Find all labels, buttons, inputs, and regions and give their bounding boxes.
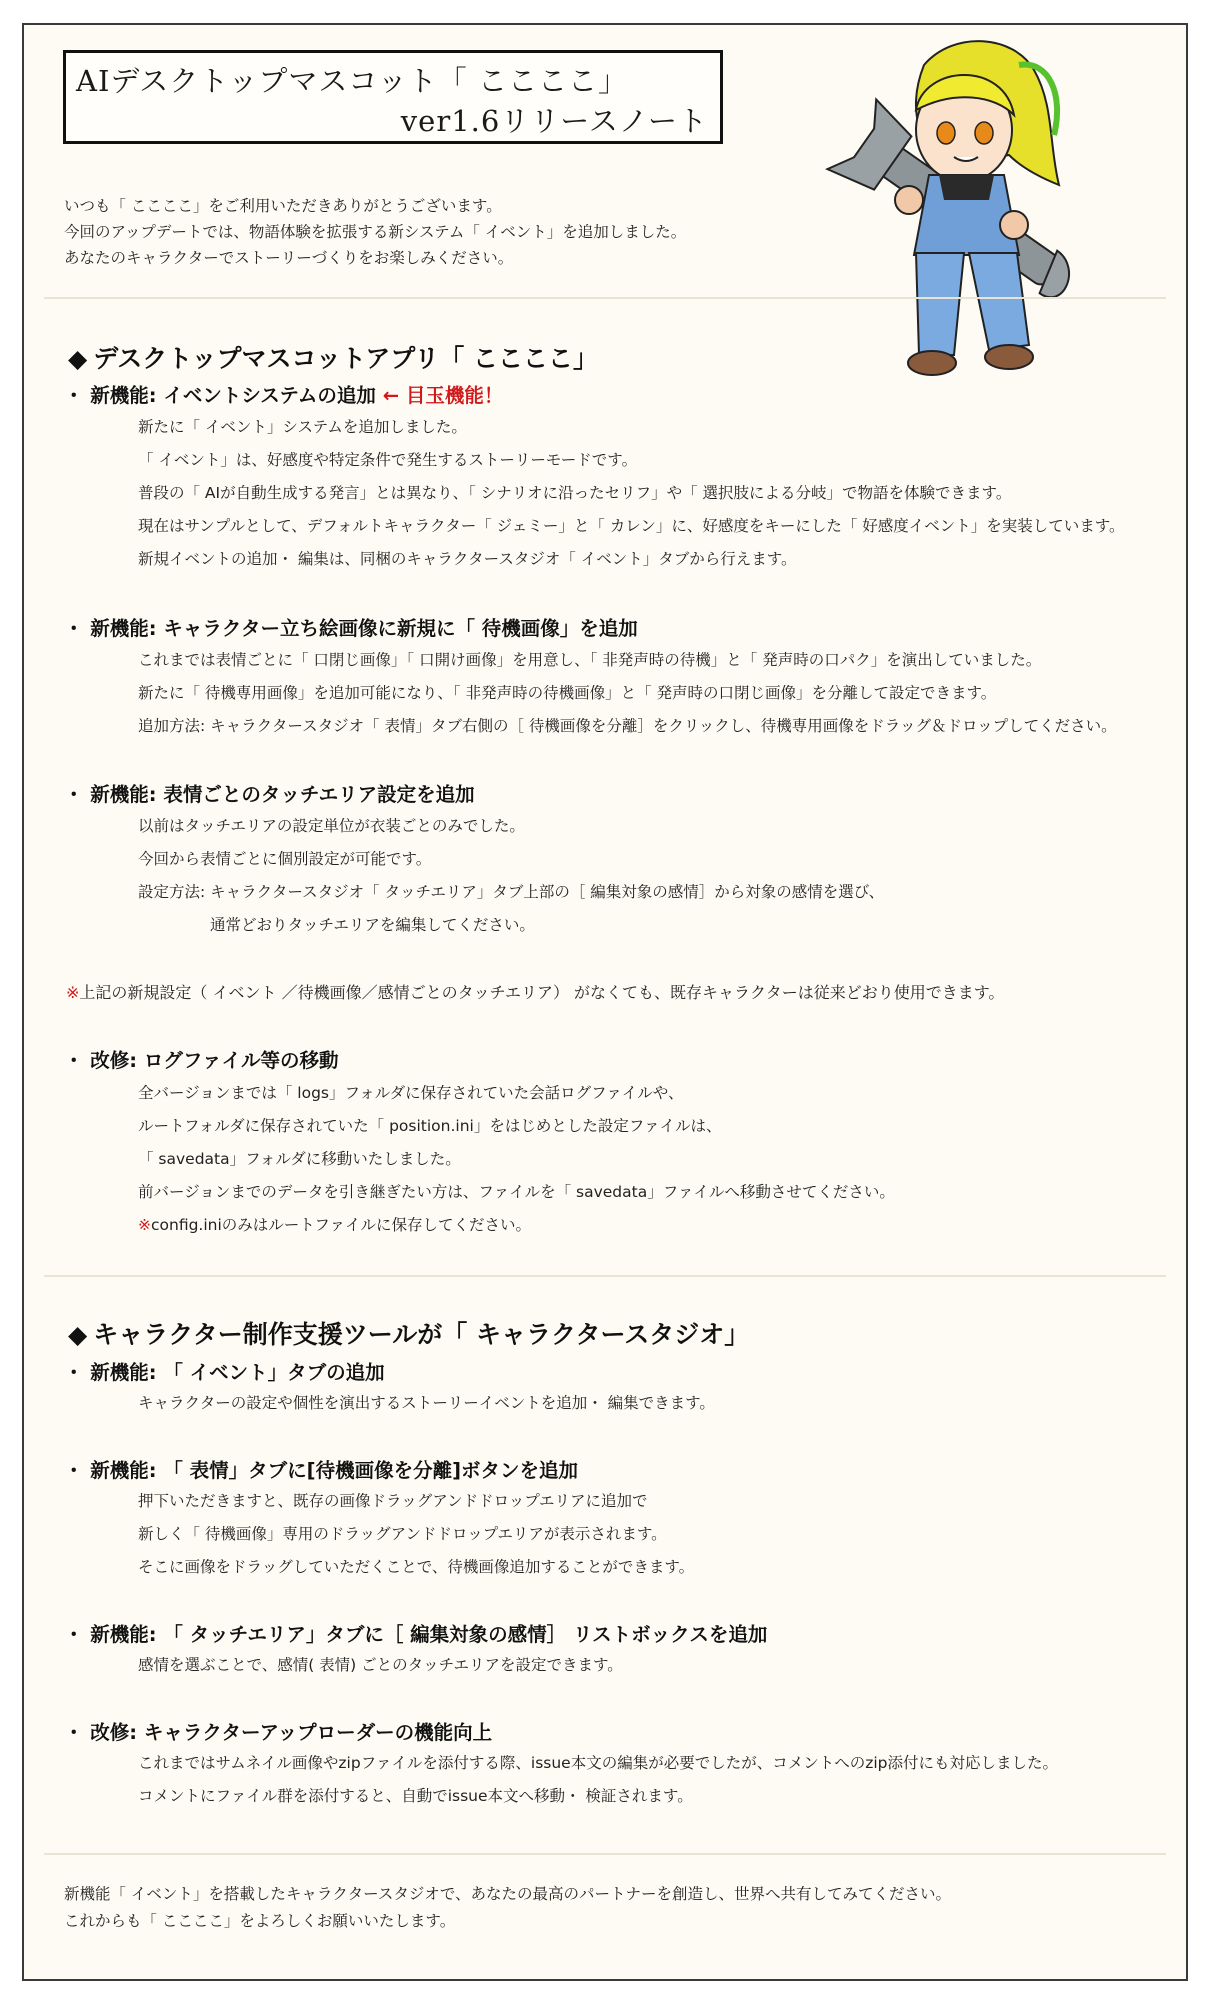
section-title-app: ◆ デスクトップマスコットアプリ「 ここここ」 xyxy=(68,344,598,373)
title-box xyxy=(63,50,723,144)
feature-touch-area: ・ 新機能: 表情ごとのタッチエリア設定を追加 xyxy=(64,783,475,806)
fix-log-files: ・ 改修: ログファイル等の移動 xyxy=(64,1049,339,1072)
highlight-badge: ← 目玉機能！ xyxy=(382,384,504,407)
feature-split-idle-button-body: 押下いただきますと、既存の画像ドラッグアンドドロップエリアに追加で 新しく「 待機画像」専用のドラッグアンドドロップエリアが表示されます。 そこに画像をドラッグしていただくことで、待機画像追加することができます。 xyxy=(138,1492,695,1576)
intro-line: 今回のアップデートでは、物語体験を拡張する新システム「 イベント」を追加しました。 xyxy=(64,223,687,241)
mascot-illustration xyxy=(804,25,1104,405)
section-title-studio: ◆ キャラクター制作支援ツールが「 キャラクタースタジオ」 xyxy=(68,1320,750,1349)
divider xyxy=(44,1275,1166,1277)
intro-line: あなたのキャラクターでストーリーづくりをお楽しみください。 xyxy=(64,249,514,267)
diamond-icon: ◆ xyxy=(68,1320,88,1349)
diamond-icon: ◆ xyxy=(68,344,88,373)
outro-text: 新機能「 イベント」を搭載したキャラクタースタジオで、あなたの最高のパートナーを創造し、世界へ共有してみてください。 これからも「 ここここ」をよろしくお願いいたします。 xyxy=(64,1885,952,1930)
feature-touch-area-body: 以前はタッチエリアの設定単位が衣装ごとのみでした。 今回から表情ごとに個別設定が可能です。 設定方法: キャラクタースタジオ「 タッチエリア」タブ上部の［ 編集対象の感情］から対象の感情を選び、 通常どおりタッチエリアを編集してください。 xyxy=(138,817,885,934)
fix-uploader-body: これまではサムネイル画像やzipファイルを添付する際、issue本文の編集が必要でしたが、コメントへのzip添付にも対応しました。 コメントにファイル群を添付すると、自動でissue本文へ移動・ 検証されます。 xyxy=(138,1754,1058,1805)
intro-line: いつも「 ここここ」をご利用いただきありがとうございます。 xyxy=(64,197,502,215)
feature-emotion-listbox-body: 感情を選ぶことで、感情( 表情) ごとのタッチエリアを設定できます。 xyxy=(138,1656,623,1674)
feature-event-system: ・ 新機能: イベントシステムの追加 ← 目玉機能！ xyxy=(64,384,504,407)
page-title: AIデスクトップマスコット「 ここここ」 xyxy=(76,64,629,98)
fix-uploader: ・ 改修: キャラクターアップローダーの機能向上 xyxy=(64,1721,493,1744)
feature-event-tab-body: キャラクターの設定や個性を演出するストーリーイベントを追加・ 編集できます。 xyxy=(138,1394,715,1412)
compatibility-note: ※上記の新規設定（ イベント ／待機画像／感情ごとのタッチエリア） がなくても、既存キャラクターは従来どおり使用できます。 xyxy=(66,983,1005,1002)
feature-event-tab: ・ 新機能: 「 イベント」タブの追加 xyxy=(64,1361,385,1384)
feature-emotion-listbox: ・ 新機能: 「 タッチエリア」タブに［ 編集対象の感情］ リストボックスを追加 xyxy=(64,1623,768,1646)
fix-log-files-body: 全バージョンまでは「 logs」フォルダに保存されていた会話ログファイルや、 ルートフォルダに保存されていた「 position.ini」をはじめとした設定ファイルは、 「 savedata」フォルダに移動いたしました。 前バージョンまでのデータを引き継ぎたい方は、ファイルを「 savedata」ファイルへ移動させてください。 ※config.iniのみはルートファイルに保存してください。 xyxy=(138,1084,895,1234)
divider xyxy=(44,1853,1166,1855)
divider xyxy=(44,297,1166,299)
page-subtitle: ver1.6リリースノート xyxy=(400,104,708,138)
feature-idle-image: ・ 新機能: キャラクター立ち絵画像に新規に「 待機画像」を追加 xyxy=(64,617,638,640)
feature-idle-image-body: これまでは表情ごとに「 口閉じ画像」「 口開け画像」を用意し、「 非発声時の待機」と「 発声時の口パク」を演出していました。 新たに「 待機専用画像」を追加可能になり、「 非発声時の待機画像」と「 発声時の口閉じ画像」を分離して設定できます。 追加方法: キャラクタースタジオ「 表情」タブ右側の［ 待機画像を分離］をクリックし、待機専用画像をドラッグ＆ドロップしてください。 xyxy=(138,651,1117,735)
release-note-page xyxy=(22,23,1188,1981)
feature-event-system-body: 新たに「 イベント」システムを追加しました。 「 イベント」は、好感度や特定条件で発生するストーリーモードです。 普段の「 AIが自動生成する発言」とは異なり、「 シナリオに沿ったセリフ」や「 選択肢による分岐」で物語を体験できます。 現在はサンプルとして、デフォルトキャラクター「 ジェミー」と「 カレン」に、好感度をキーにした「 好感度イベント」を実装しています。 新規イベントの追加・ 編集は、同梱のキャラクタースタジオ「 イベント」タブから行えます。 xyxy=(138,418,1125,568)
intro-text xyxy=(64,193,686,271)
feature-split-idle-button: ・ 新機能: 「 表情」タブに[待機画像を分離]ボタンを追加 xyxy=(64,1459,578,1482)
